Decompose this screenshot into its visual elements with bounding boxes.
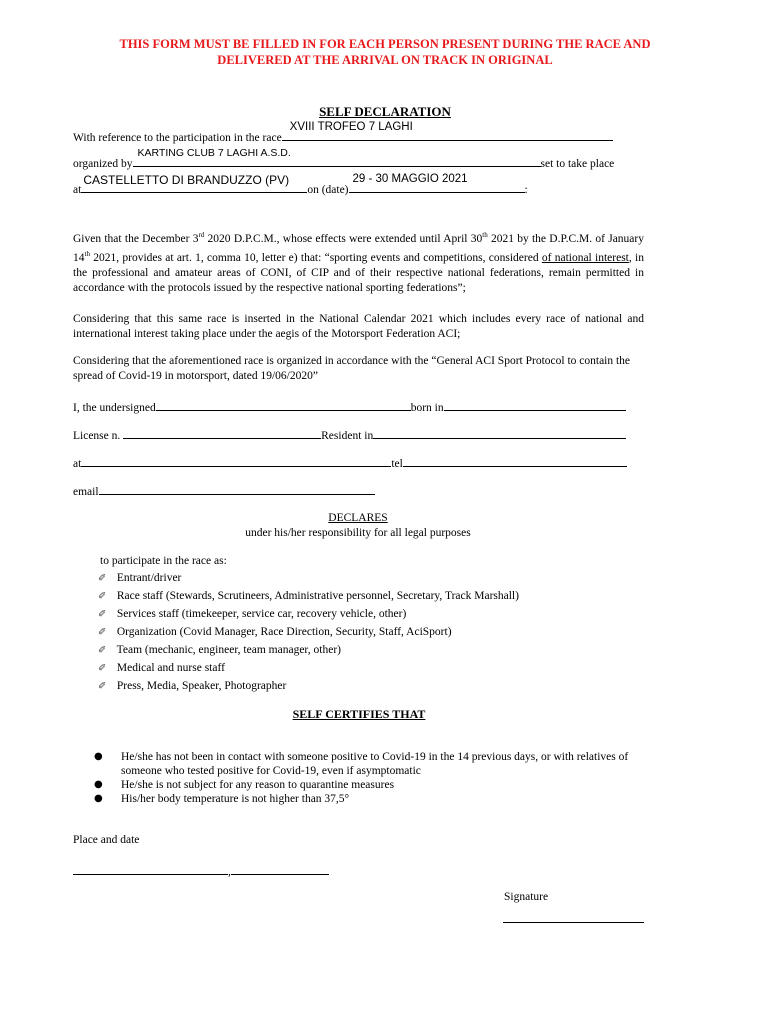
role-option-label: Medical and nurse staff	[116, 662, 225, 674]
checkbox-tick-icon[interactable]: ✐	[98, 573, 107, 584]
address-field[interactable]	[81, 456, 391, 467]
certify-item-text: He/she has not been in contact with someone positive to Covid-19 in the 14 previous days, or with relatives of someone who tested positive for Covid-19, even if asymptomatic	[121, 751, 629, 777]
p1-text-e: , in the professional and amateur areas of CONI, of CIP and of their respective national federations, remain permitted in accordance with the protocols issued by the respective national sporting federations”;	[73, 251, 644, 294]
undersigned-field[interactable]	[156, 400, 411, 411]
declares-title: DECLARES	[328, 512, 388, 524]
role-option-label: Race staff (Stewards, Scrutineers, Administrative personnel, Secretary, Track Marshall)	[116, 590, 519, 602]
date-field[interactable]	[349, 173, 525, 193]
certifies-title: SELF CERTIFIES THAT	[292, 707, 426, 721]
declares-subtitle: under his/her responsibility for all legal purposes	[245, 527, 471, 539]
undersigned-row	[73, 400, 626, 414]
race-label: With reference to the participation in the race	[73, 132, 282, 144]
checkbox-tick-icon[interactable]: ✐	[98, 681, 107, 692]
warning-header	[60, 36, 710, 68]
certify-item	[94, 778, 649, 792]
role-option-label: Press, Media, Speaker, Photographer	[116, 680, 287, 692]
declares-section	[0, 511, 716, 541]
p1-sup-3: th	[84, 249, 90, 258]
paragraph-calendar: Considering that this same race is inserted in the National Calendar 2021 which includes every race of national and international interest taking place under the aegis of the Motorsport Federation ACI;	[73, 313, 644, 340]
place-field[interactable]	[73, 864, 228, 875]
warning-line-2: DELIVERED AT THE ARRIVAL ON TRACK IN ORIGINAL	[217, 53, 553, 67]
license-field[interactable]	[123, 428, 321, 439]
p1-text-c: 2021 by the D.P.C.M. of January 14	[73, 232, 644, 264]
certify-item-text: He/she is not subject for any reason to quarantine measures	[121, 779, 395, 791]
date-suffix: :	[524, 184, 528, 196]
organizer-field[interactable]	[133, 147, 541, 167]
warning-line-1: THIS FORM MUST BE FILLED IN FOR EACH PERSON PRESENT DURING THE RACE AND	[119, 37, 651, 51]
born-in-field[interactable]	[444, 400, 626, 411]
checkbox-tick-icon[interactable]: ✐	[98, 645, 107, 656]
role-option[interactable]	[98, 625, 452, 640]
p1-underlined: of national interest	[541, 251, 629, 264]
certify-item	[94, 792, 649, 806]
bullet-icon: ●	[94, 779, 103, 790]
checkbox-tick-icon[interactable]: ✐	[98, 663, 107, 674]
role-option[interactable]	[98, 571, 181, 586]
date-label: on (date)	[307, 184, 349, 196]
venue-value: CASTELLETTO DI BRANDUZZO (PV)	[83, 173, 290, 187]
undersigned-label: I, the undersigned	[73, 402, 156, 414]
signature-label: Signature	[504, 891, 549, 903]
license-label: License n.	[73, 430, 121, 442]
bullet-icon: ●	[94, 751, 103, 762]
race-field[interactable]	[282, 121, 613, 141]
organizer-suffix: set to take place	[540, 158, 615, 170]
page-title: SELF DECLARATION	[319, 104, 451, 119]
role-option[interactable]	[98, 589, 519, 604]
race-value: XVIII TROFEO 7 LAGHI	[289, 121, 413, 133]
role-option-label: Team (mechanic, engineer, team manager, other)	[116, 644, 341, 656]
paragraph-dpcm	[73, 228, 644, 296]
role-option-label: Entrant/driver	[116, 572, 182, 584]
checkbox-tick-icon[interactable]: ✐	[98, 609, 107, 620]
p1-text-a: Given that the December 3	[73, 232, 199, 245]
certify-item	[94, 750, 649, 778]
address-row	[73, 456, 627, 470]
resident-in-label: Resident in	[321, 430, 374, 442]
place-date-field[interactable]	[73, 864, 329, 878]
venue-label: at	[73, 184, 82, 196]
organizer-label: organized by	[73, 158, 133, 170]
role-option-label: Organization (Covid Manager, Race Direction, Security, Staff, AciSport)	[116, 626, 452, 638]
tel-label: tel	[391, 458, 403, 470]
bullet-icon: ●	[94, 793, 103, 804]
paragraph-protocol: Considering that the aforementioned race is organized in accordance with the “General ACI Sport Protocol to contain the spread of Covid-19 in motorsport, dated 19/06/2020”	[73, 355, 631, 382]
declares-intro: to participate in the race as:	[100, 555, 227, 567]
race-row	[73, 121, 613, 144]
email-label: email	[73, 486, 99, 498]
organizer-value: KARTING CLUB 7 LAGHI A.S.D.	[137, 147, 291, 159]
place-date-label: Place and date	[73, 834, 140, 846]
tel-field[interactable]	[403, 456, 627, 467]
born-in-label: born in	[410, 402, 444, 414]
p1-text-b: 2020 D.P.C.M., whose effects were extended until April 30	[204, 232, 483, 245]
role-option[interactable]	[98, 643, 341, 658]
organizer-row	[73, 147, 615, 170]
venue-row	[73, 173, 528, 196]
venue-field[interactable]	[81, 173, 307, 193]
place-date-separator: ,	[228, 866, 231, 878]
p1-sup-2: th	[482, 231, 488, 239]
address-label: at	[73, 458, 82, 470]
role-option[interactable]	[98, 607, 406, 622]
p1-sup-1: rd	[198, 231, 205, 239]
role-option-label: Services staff (timekeeper, service car, recovery vehicle, other)	[116, 608, 407, 620]
date-value: 29 - 30 MAGGIO 2021	[352, 173, 468, 185]
date-blank-field[interactable]	[231, 864, 329, 875]
p1-text-d: 2021, provides at art. 1, comma 10, letter e) that: “sporting events and competitions, considered	[89, 251, 542, 264]
resident-in-field[interactable]	[373, 428, 626, 439]
email-field[interactable]	[99, 484, 375, 495]
role-option[interactable]	[98, 661, 225, 676]
role-option[interactable]	[98, 679, 286, 694]
checkbox-tick-icon[interactable]: ✐	[98, 627, 107, 638]
email-row	[73, 484, 375, 498]
certify-item-text: His/her body temperature is not higher than 37,5°	[121, 793, 350, 805]
license-row	[73, 428, 626, 442]
signature-line[interactable]	[503, 922, 644, 923]
checkbox-tick-icon[interactable]: ✐	[98, 591, 107, 602]
